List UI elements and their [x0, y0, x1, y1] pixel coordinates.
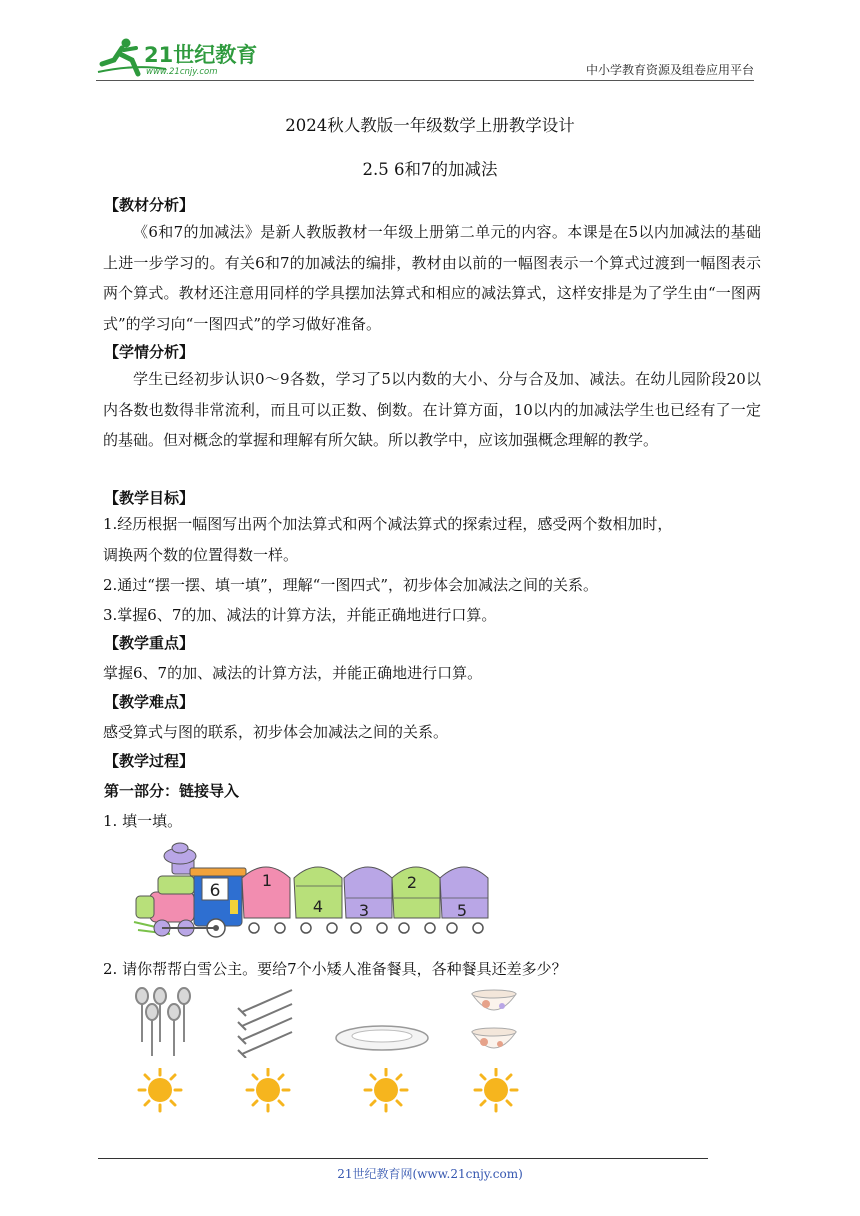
part-1-heading: 第一部分：链接导入	[104, 782, 240, 800]
sun-icon-3	[365, 1069, 407, 1111]
train-car-1	[242, 867, 290, 933]
question-2: 2. 请你帮帮白雪公主。要给7个小矮人准备餐具，各种餐具还差多少？	[103, 960, 567, 978]
page-subtitle: 2.5 6和7的加减法	[362, 160, 498, 179]
suns-row	[136, 1068, 526, 1114]
bowls-icon	[472, 990, 516, 1048]
svg-text:1: 1	[261, 871, 273, 890]
section-heading-goals: 【教学目标】	[104, 489, 195, 507]
goal-1-line-1: 1.经历根据一幅图写出两个加法算式和两个减法算式的探索过程，感受两个数相加时，	[103, 515, 673, 533]
sun-icon-1	[139, 1069, 181, 1111]
svg-text:21世纪教育: 21世纪教育	[144, 43, 258, 67]
plate-icon	[336, 1026, 428, 1050]
svg-text:3: 3	[358, 901, 370, 920]
site-logo	[96, 36, 266, 80]
train-car-3	[344, 867, 392, 933]
train-illustration	[130, 842, 490, 942]
footer-divider	[98, 1158, 708, 1159]
header-divider	[96, 80, 754, 81]
spoons-icon	[136, 988, 190, 1056]
engine-number: 6	[209, 881, 221, 901]
tableware-row	[130, 986, 530, 1058]
section-heading-key: 【教学重点】	[104, 634, 195, 652]
train-car-2	[294, 867, 342, 933]
goal-2: 2.通过“摆一摆、填一填”，理解“一图四式”，初步体会加减法之间的关系。	[103, 576, 598, 594]
section-text-textbook: 《6和7的加减法》是新人教版教材一年级上册第二单元的内容。本课是在5以内加减法的基础上进一步学习的。有关6和7的加减法的编排，教材由以前的一幅图表示一个算式过渡到一幅图表示两个算式。教材还注意用同样的学具摆加法算式和相应的减法算式，这样安排是为了学生由“一图两式”的学习向“一图四式”的学习做好准备。	[103, 223, 761, 334]
train-car-5	[440, 867, 488, 933]
goal-1-line-2: 调换两个数的位置得数一样。	[103, 546, 299, 564]
forks-icon	[238, 990, 292, 1058]
svg-text:www.21cnjy.com: www.21cnjy.com	[146, 67, 218, 77]
section-heading-difficult: 【教学难点】	[104, 693, 195, 711]
section-heading-process: 【教学过程】	[104, 752, 195, 770]
section-text-difficult: 感受算式与图的联系，初步体会加减法之间的关系。	[103, 723, 449, 741]
goal-3: 3.掌握6、7的加、减法的计算方法，并能正确地进行口算。	[103, 606, 497, 624]
svg-text:5: 5	[456, 901, 468, 920]
footer-link[interactable]: 21世纪教育网(www.21cnjy.com)	[337, 1167, 523, 1181]
svg-text:2: 2	[406, 873, 418, 892]
question-1: 1. 填一填。	[103, 812, 183, 830]
section-heading-student: 【学情分析】	[104, 343, 195, 361]
train-engine	[136, 843, 246, 926]
section-heading-textbook: 【教材分析】	[104, 196, 195, 214]
section-text-student: 学生已经初步认识0～9各数，学习了5以内数的大小、分与合及加、减法。在幼儿园阶段20以内各数也数得非常流利，而且可以正数、倒数。在计算方面，10以内的加减法学生也已经有了一定的基础。但对概念的掌握和理解有所欠缺。所以教学中，应该加强概念理解的教学。	[103, 370, 761, 450]
train-car-4	[392, 867, 440, 933]
svg-text:4: 4	[312, 897, 324, 916]
section-text-key: 掌握6、7的加、减法的计算方法，并能正确地进行口算。	[103, 664, 483, 682]
sun-icon-4	[475, 1069, 517, 1111]
sun-icon-2	[247, 1069, 289, 1111]
page-title: 2024秋人教版一年级数学上册教学设计	[285, 116, 575, 135]
header-platform-text: 中小学教育资源及组卷应用平台	[585, 63, 754, 77]
